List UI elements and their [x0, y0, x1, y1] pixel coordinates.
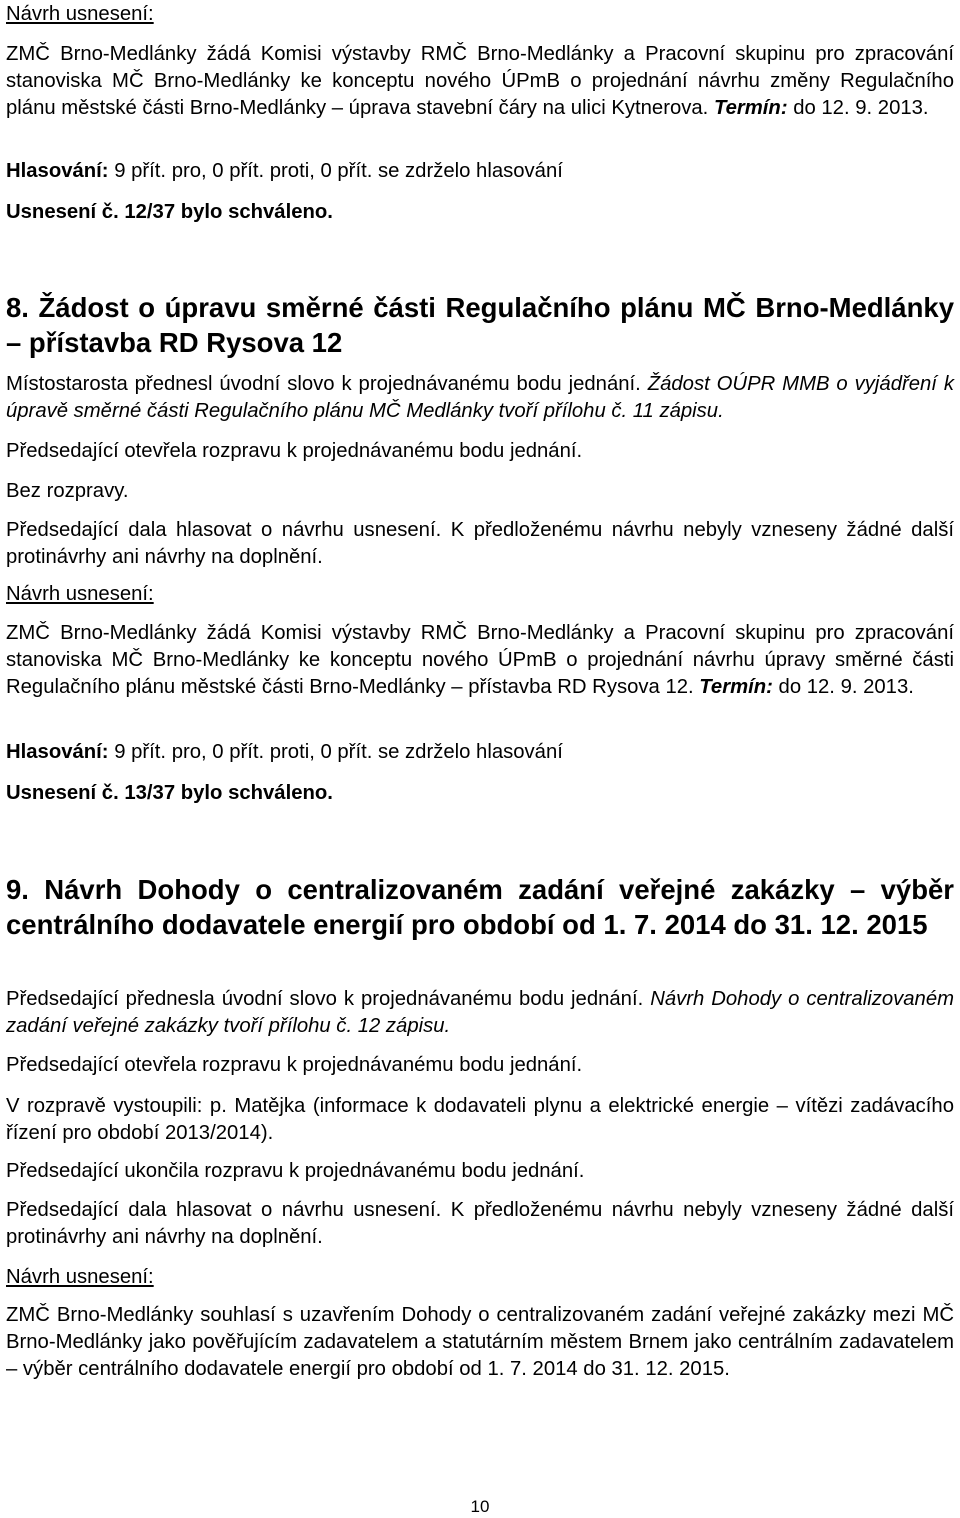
item-8-deadline-label: Termín:: [699, 676, 773, 698]
item-8-intro: [6, 371, 954, 425]
item-8-debate-open: Předsedající otevřela rozpravu k projednávanému bodu jednání.: [6, 440, 583, 462]
s1-resolution: Usnesení č. 12/37 bylo schváleno.: [6, 201, 333, 223]
item-8-resolution: Usnesení č. 13/37 bylo schváleno.: [6, 782, 333, 804]
s1-deadline-value: do 12. 9. 2013.: [787, 97, 929, 119]
item-9-proposal-label: Návrh usnesení:: [6, 1266, 154, 1288]
item-9-debate-open: Předsedající otevřela rozpravu k projednávanému bodu jednání.: [6, 1054, 583, 1076]
item-9-vote-call: Předsedající dala hlasovat o návrhu usnesení. K předloženému návrhu nebyly vzneseny žádné další protinávrhy ani návrhy na doplnění.: [6, 1199, 954, 1248]
item-8-no-debate: Bez rozpravy.: [6, 480, 129, 502]
item-8-vote-label: Hlasování:: [6, 741, 109, 763]
item-9-intro: [6, 986, 954, 1040]
item-8-vote: [6, 739, 954, 766]
item-9-debate-close: Předsedající ukončila rozpravu k projednávanému bodu jednání.: [6, 1160, 585, 1182]
item-9-debate-speakers: V rozpravě vystoupili: p. Matějka (informace k dodavateli plynu a elektrické energie – vítězi zadávacího řízení pro období 2013/2014).: [6, 1095, 954, 1144]
s1-proposal-text: [6, 41, 954, 122]
item-8-intro-plain: Místostarosta přednesl úvodní slovo k projednávanému bodu jednání.: [6, 373, 648, 395]
item-9-intro-plain: Předsedající přednesla úvodní slovo k projednávanému bodu jednání.: [6, 988, 651, 1010]
s1-deadline-label: Termín:: [713, 97, 788, 119]
s1-vote-label: Hlasování:: [6, 160, 109, 182]
item-8-heading: 8. Žádost o úpravu směrné části Regulačního plánu MČ Brno-Medlánky – přístavba RD Rysova 12: [6, 292, 954, 358]
item-8-vote-value: 9 přít. pro, 0 přít. proti, 0 přít. se zdrželo hlasování: [108, 741, 563, 763]
item-8-attachment-note: Žádost OÚPR MMB o vyjádření k úpravě směrné části Regulačního plánu MČ Medlánky tvoří přílohu č. 11 zápisu.: [6, 373, 954, 422]
item-8-vote-call: Předsedající dala hlasovat o návrhu usnesení. K předloženému návrhu nebyly vzneseny žádné další protinávrhy ani návrhy na doplnění.: [6, 519, 954, 568]
item-9-attachment-note: Návrh Dohody o centralizovaném zadání veřejné zakázky tvoří přílohu č. 12 zápisu.: [6, 988, 954, 1037]
item-8-proposal-body: ZMČ Brno-Medlánky žádá Komisi výstavby RMČ Brno-Medlánky a Pracovní skupinu pro zpracování stanoviska MČ Brno-Medlánky ke konceptu nového ÚPmB o projednání návrhu úpravy směrné části Regulačního plánu městské části Brno-Medlánky – přístavba RD Rysova 12.: [6, 622, 954, 698]
item-8-deadline-value: do 12. 9. 2013.: [772, 676, 914, 698]
s1-vote-value: 9 přít. pro, 0 přít. proti, 0 přít. se zdrželo hlasování: [108, 160, 563, 182]
page-number: 10: [470, 1497, 490, 1516]
item-9-proposal-text: ZMČ Brno-Medlánky souhlasí s uzavřením Dohody o centralizovaném zadání veřejné zakázky mezi MČ Brno-Medlánky jako pověřujícím zadavatelem a statutárním městem Brnem jako centrálním zadavatelem – výběr centrálního dodavatele energií pro období od 1. 7. 2014 do 31. 12. 2015.: [6, 1304, 954, 1380]
item-9-heading: 9. Návrh Dohody o centralizovaném zadání veřejné zakázky – výběr centrálního dodavatele energií pro období od 1. 7. 2014 do 31. 12. 2015: [6, 874, 954, 940]
item-8-proposal-label: Návrh usnesení:: [6, 583, 154, 605]
s1-vote: [6, 158, 954, 185]
s1-proposal-body: ZMČ Brno-Medlánky žádá Komisi výstavby RMČ Brno-Medlánky a Pracovní skupinu pro zpracování stanoviska MČ Brno-Medlánky ke konceptu nového ÚPmB o projednání návrhu změny Regulačního plánu městské části Brno-Medlánky – úprava stavební čáry na ulici Kytnerova.: [6, 43, 954, 119]
s1-proposal-label: Návrh usnesení:: [6, 3, 154, 25]
item-8-proposal-text: [6, 620, 954, 701]
